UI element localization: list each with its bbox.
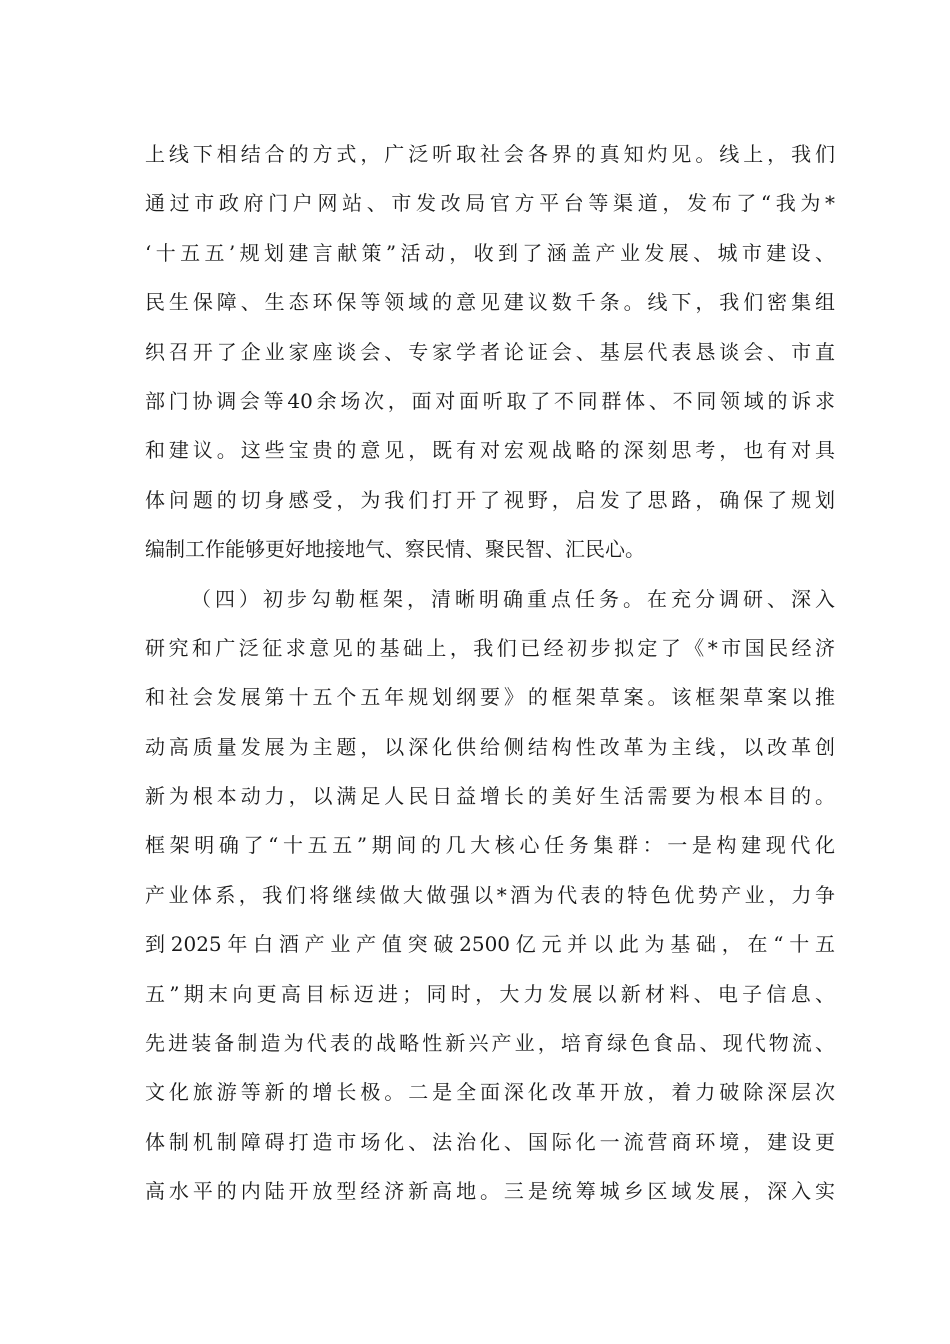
text-line: 框架明确了“十五五”期间的几大核心任务集群：一是构建现代化	[145, 833, 835, 858]
text-line: 通过市政府门户网站、市发改局官方平台等渠道，发布了“我为*	[145, 191, 835, 216]
text-line: 织召开了企业家座谈会、专家学者论证会、基层代表恳谈会、市直	[145, 339, 835, 364]
text-line: ‘十五五’规划建言献策”活动，收到了涵盖产业发展、城市建设、	[145, 240, 835, 265]
paragraph	[145, 575, 835, 1217]
text-line: （四）初步勾勒框架，清晰明确重点任务。在充分调研、深入	[191, 586, 835, 611]
text-line: 产业体系，我们将继续做大做强以*酒为代表的特色优势产业，力争	[145, 882, 835, 907]
text-line: 五”期末向更高目标迈进；同时，大力发展以新材料、电子信息、	[145, 981, 835, 1006]
text-line: 先进装备制造为代表的战略性新兴产业，培育绿色食品、现代物流、	[145, 1031, 835, 1056]
text-line: 上线下相结合的方式，广泛听取社会各界的真知灼见。线上，我们	[145, 142, 835, 166]
paragraph	[145, 130, 835, 575]
text-line: 和建议。这些宝贵的意见，既有对宏观战略的深刻思考，也有对具	[145, 438, 835, 463]
text-line: 动高质量发展为主题，以深化供给侧结构性改革为主线，以改革创	[145, 734, 835, 759]
document-body	[145, 130, 835, 1217]
text-line: 新为根本动力，以满足人民日益增长的美好生活需要为根本目的。	[145, 784, 835, 809]
text-line: 高水平的内陆开放型经济新高地。三是统筹城乡区域发展，深入实	[145, 1179, 835, 1204]
text-line: 和社会发展第十五个五年规划纲要》的框架草案。该框架草案以推	[145, 685, 835, 710]
text-line: 体制机制障碍打造市场化、法治化、国际化一流营商环境，建设更	[145, 1129, 835, 1154]
text-line: 体问题的切身感受，为我们打开了视野，启发了思路，确保了规划	[145, 487, 835, 512]
text-line: 民生保障、生态环保等领域的意见建议数千条。线下，我们密集组	[145, 290, 835, 315]
text-line: 到2025年白酒产业产值突破2500亿元并以此为基础，在“十五	[145, 932, 835, 957]
text-line: 编制工作能够更好地接地气、察民情、聚民智、汇民心。	[145, 537, 645, 562]
text-line: 研究和广泛征求意见的基础上，我们已经初步拟定了《*市国民经济	[145, 635, 835, 660]
text-line: 部门协调会等40余场次，面对面听取了不同群体、不同领域的诉求	[145, 388, 835, 413]
text-line: 文化旅游等新的增长极。二是全面深化改革开放，着力破除深层次	[145, 1080, 835, 1105]
